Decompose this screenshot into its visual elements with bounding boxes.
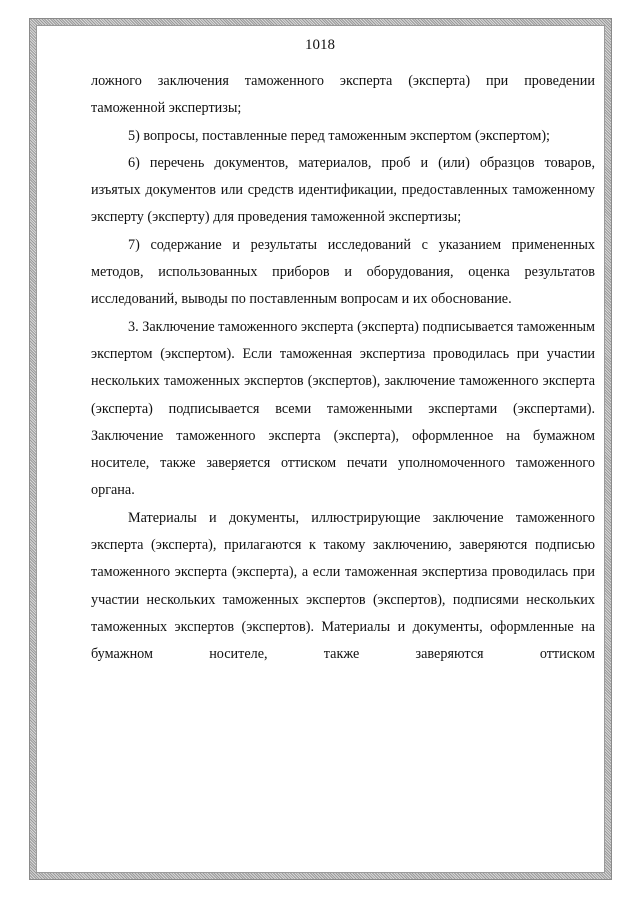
- paragraph-item-5: 5) вопросы, поставленные перед таможенным экспертом (экспертом);: [128, 127, 550, 144]
- paragraph-continuation: ложного заключения таможенного эксперта (эксперта) при проведении таможенной экспертизы;: [91, 73, 595, 117]
- document-body: [91, 68, 595, 669]
- paragraph-materials: Материалы и документы, иллюстрирующие заключение таможенного эксперта (эксперта), прилагаются к такому заключению, заверяются подписью таможенного эксперта (эксперта), а если таможенная экспертиза проводилась при участии нескольких таможенных экспертов (экспертов), подписями нескольких таможенных экспертов (экспертов). Материалы и документы, оформленные на бумажном носителе, также заверяются оттиском: [91, 509, 595, 663]
- paragraph-section-3: 3. Заключение таможенного эксперта (эксперта) подписывается таможенным экспертом (экспертом). Если таможенная экспертиза проводилась при участии нескольких таможенных экспертов (экспертов), заключение таможенного эксперта (эксперта) подписывается всеми таможенными экспертами (экспертами). Заключение таможенного эксперта (эксперта), оформленное на бумажном носителе, также заверяется оттиском печати уполномоченного таможенного органа.: [91, 318, 595, 499]
- page-number: 1018: [305, 37, 335, 53]
- paragraph-item-6: 6) перечень документов, материалов, проб и (или) образцов товаров, изъятых документов или средств идентификации, предоставленных таможенному эксперту (эксперту) для проведения таможенной экспертизы;: [91, 154, 595, 226]
- paragraph-item-7: 7) содержание и результаты исследований с указанием примененных методов, использованных приборов и оборудования, оценка результатов исследований, выводы по поставленным вопросам и их обоснование.: [91, 236, 595, 308]
